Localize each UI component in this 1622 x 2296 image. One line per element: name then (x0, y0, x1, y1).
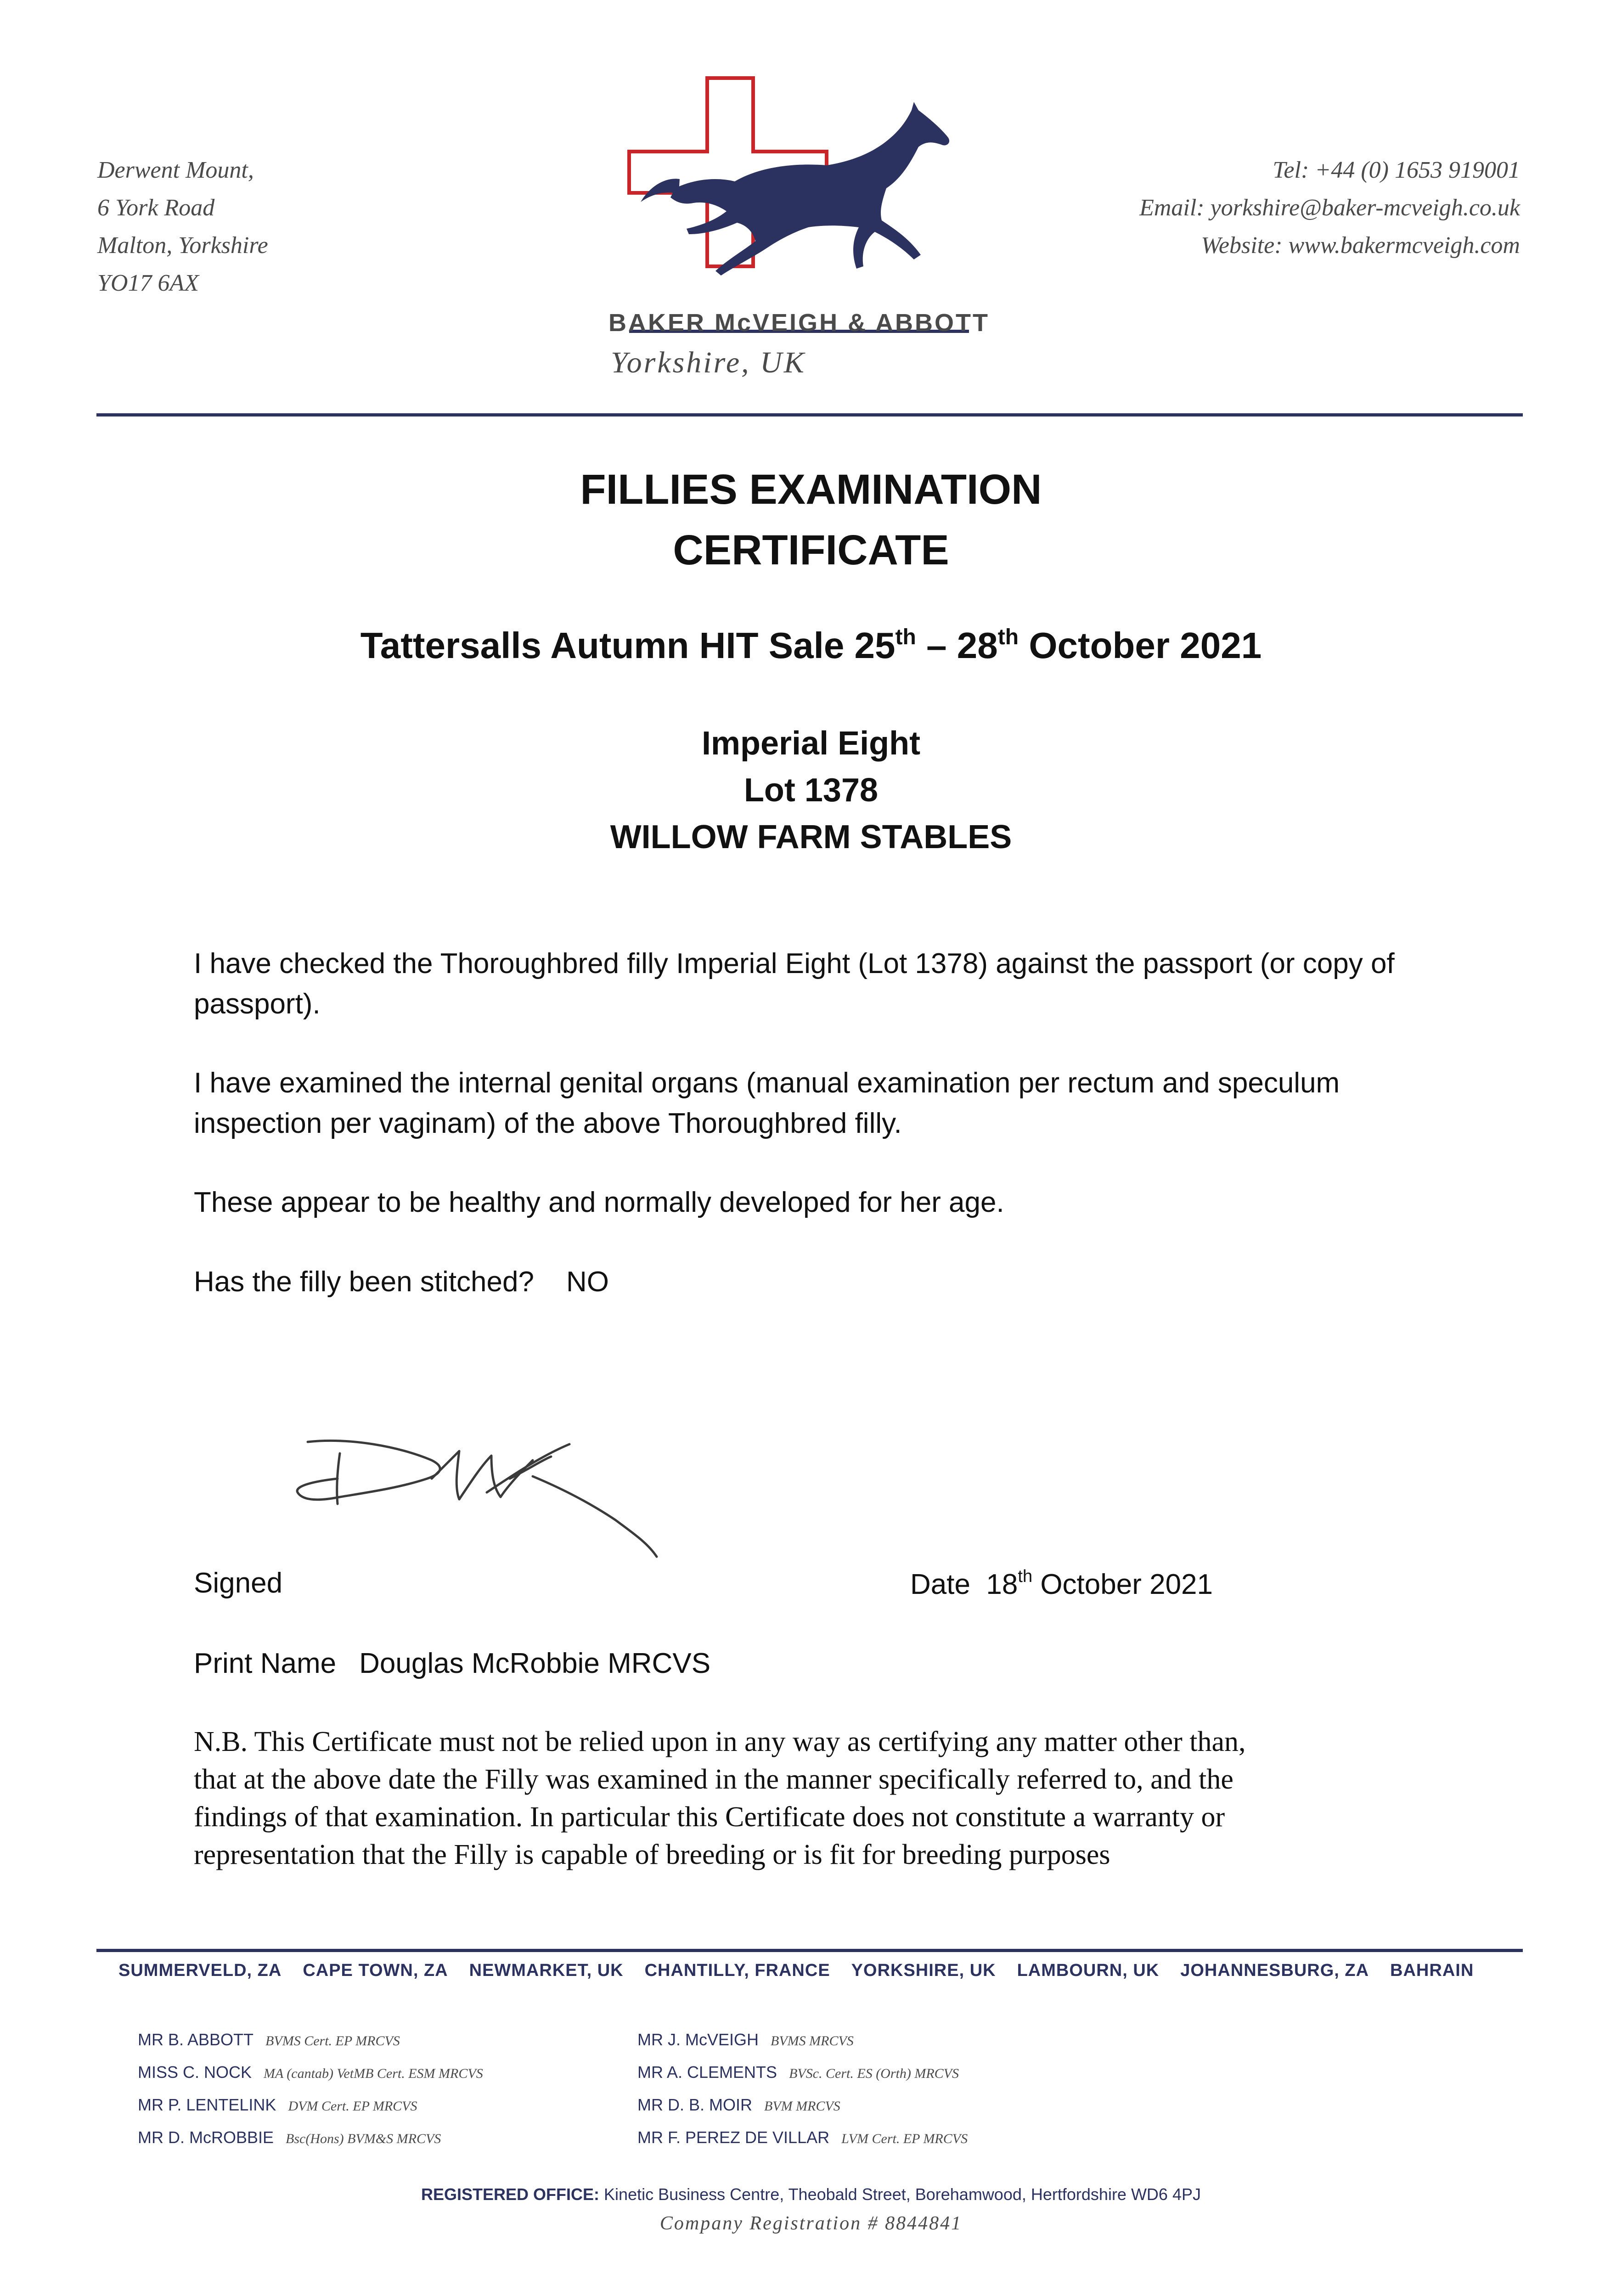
firm-name: BAKER McVEIGH & ABBOTT (608, 309, 990, 337)
sale-text: – 28 (916, 625, 998, 666)
staff-entry (138, 2122, 483, 2155)
staff-list-right (637, 2024, 968, 2155)
email-line: Email: yorkshire@baker-mcveigh.co.uk (1139, 195, 1520, 221)
date-label: Date (910, 1569, 970, 1600)
ordinal-suffix: th (997, 625, 1019, 649)
office-location: SUMMERVELD, ZA (118, 1961, 282, 1980)
staff-qualifications: BVMS Cert. EP MRCVS (265, 2033, 400, 2048)
staff-qualifications: MA (cantab) VetMB Cert. ESM MRCVS (264, 2066, 483, 2081)
staff-name: MR J. McVEIGH (637, 2030, 759, 2049)
stitched-answer: NO (566, 1266, 609, 1298)
examination-statement (194, 1063, 1434, 1144)
website-line: Website: www.bakermcveigh.com (1201, 232, 1520, 259)
footer-divider (96, 1949, 1523, 1952)
disclaimer-line: N.B. This Certificate must not be relied upon in any way as certifying any matter other than, (194, 1726, 1246, 1757)
signed-label: Signed (194, 1567, 283, 1599)
sale-text: October 2021 (1019, 625, 1262, 666)
practice-address (97, 152, 268, 302)
address-line: Derwent Mount, (97, 157, 254, 183)
paragraph: I have checked the Thoroughbred filly Imperial Eight (Lot 1378) against the passport (or copy of passport). (194, 948, 1395, 1020)
signature-date (910, 1567, 1213, 1601)
staff-name: MR D. B. MOIR (637, 2095, 752, 2114)
staff-list-left (138, 2024, 483, 2155)
ordinal-suffix: th (895, 625, 916, 649)
company-registration: Company Registration # 8844841 (659, 2213, 963, 2234)
phone-line: Tel: +44 (0) 1653 919001 (1273, 157, 1520, 183)
staff-name: MR A. CLEMENTS (637, 2063, 777, 2082)
title-line: FILLIES EXAMINATION (580, 466, 1042, 513)
disclaimer-line: that at the above date the Filly was examined in the manner specifically referred to, and the (194, 1764, 1233, 1795)
print-name-line (194, 1647, 710, 1680)
disclaimer-line: findings of that examination. In particular this Certificate does not constitute a warranty or (194, 1801, 1225, 1833)
office-location: JOHANNESBURG, ZA (1180, 1961, 1369, 1980)
health-statement (194, 1182, 1434, 1223)
paragraph: These appear to be healthy and normally developed for her age. (194, 1187, 1004, 1218)
office-location: NEWMARKET, UK (469, 1961, 624, 1980)
disclaimer-note (194, 1723, 1443, 1874)
paragraph: I have examined the internal genital organs (manual examination per rectum and speculum inspection per vaginam) of the above Thoroughbred filly. (194, 1067, 1340, 1139)
staff-entry (637, 2122, 968, 2155)
staff-name: MR B. ABBOTT (138, 2030, 254, 2049)
office-location: YORKSHIRE, UK (851, 1961, 996, 1980)
registered-office-label: REGISTERED OFFICE: (421, 2185, 600, 2204)
ordinal-suffix: th (1018, 1567, 1033, 1586)
header-divider (96, 413, 1523, 416)
office-locations (118, 1961, 1474, 1981)
date-rest: October 2021 (1032, 1569, 1213, 1600)
staff-qualifications: BVMS MRCVS (771, 2033, 854, 2048)
registered-office (0, 2185, 1622, 2204)
staff-entry (637, 2024, 968, 2057)
title-line: CERTIFICATE (673, 527, 949, 574)
office-location: CAPE TOWN, ZA (303, 1961, 448, 1980)
registered-office-address: Kinetic Business Centre, Theobald Street, Borehamwood, Hertfordshire WD6 4PJ (604, 2185, 1201, 2204)
horse-name: Imperial Eight (701, 725, 921, 762)
staff-qualifications: BVM MRCVS (764, 2099, 840, 2114)
staff-qualifications: Bsc(Hons) BVM&S MRCVS (286, 2131, 441, 2146)
address-line: YO17 6AX (97, 270, 199, 296)
office-location: LAMBOURN, UK (1017, 1961, 1160, 1980)
staff-qualifications: LVM Cert. EP MRCVS (841, 2131, 968, 2146)
stitched-statement (194, 1262, 1434, 1302)
stitched-question: Has the filly been stitched? (194, 1266, 534, 1298)
disclaimer-line: representation that the Filly is capable of breeding or is fit for breeding purposes (194, 1839, 1110, 1870)
staff-entry (138, 2057, 483, 2089)
staff-name: MR P. LENTELINK (138, 2095, 276, 2114)
vendor-name: WILLOW FARM STABLES (610, 819, 1012, 855)
office-location: CHANTILLY, FRANCE (644, 1961, 830, 1980)
red-cross-galloping-horse-logo (625, 73, 974, 340)
staff-qualifications: DVM Cert. EP MRCVS (288, 2099, 417, 2114)
staff-qualifications: BVSc. Cert. ES (Orth) MRCVS (789, 2066, 959, 2081)
office-location: BAHRAIN (1390, 1961, 1474, 1980)
staff-name: MR D. McROBBIE (138, 2128, 274, 2147)
staff-entry (637, 2089, 968, 2122)
staff-name: MR F. PEREZ DE VILLAR (637, 2128, 830, 2147)
staff-name: MISS C. NOCK (138, 2063, 252, 2082)
print-name-label: Print Name (194, 1648, 337, 1679)
staff-entry (637, 2057, 968, 2089)
staff-entry (138, 2024, 483, 2057)
lot-number: Lot 1378 (743, 772, 879, 809)
handwritten-signature (294, 1424, 753, 1598)
contact-details (1139, 152, 1520, 264)
staff-entry (138, 2089, 483, 2122)
passport-check-statement (194, 944, 1434, 1024)
sale-text: Tattersalls Autumn HIT Sale 25 (360, 625, 895, 666)
certificate-title (0, 459, 1622, 580)
sale-heading (0, 625, 1622, 667)
vet-name: Douglas McRobbie MRCVS (359, 1648, 711, 1679)
date-day: 18 (986, 1569, 1018, 1600)
address-line: Malton, Yorkshire (97, 232, 268, 259)
firm-location: Yorkshire, UK (611, 346, 806, 379)
address-line: 6 York Road (97, 195, 215, 221)
lot-details (0, 720, 1622, 861)
